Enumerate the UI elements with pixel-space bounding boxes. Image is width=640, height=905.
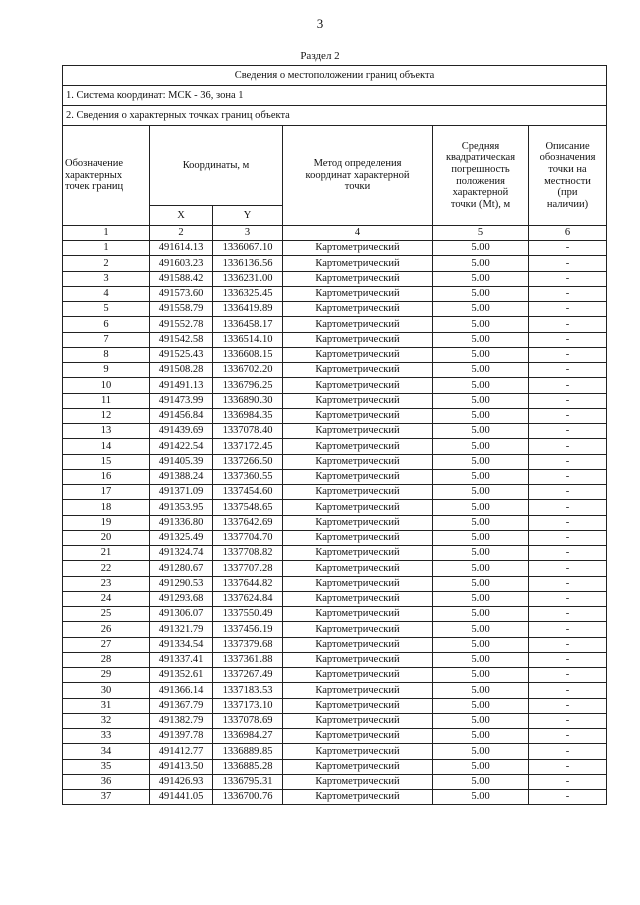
description-cell: -	[529, 774, 607, 789]
method-cell: Картометрический	[283, 485, 433, 500]
x-coordinate-cell: 491353.95	[150, 500, 213, 515]
table-row	[63, 530, 607, 545]
section-title: Раздел 2	[300, 50, 340, 62]
method-cell: Картометрический	[283, 241, 433, 256]
point-number-cell: 4	[63, 286, 150, 301]
y-coordinate-cell: 1337078.69	[213, 713, 283, 728]
x-coordinate-cell: 491441.05	[150, 790, 213, 805]
error-cell: 5.00	[433, 424, 529, 439]
point-number-cell: 30	[63, 683, 150, 698]
table-title: Сведения о местоположении границ объекта	[63, 66, 607, 86]
x-coordinate-cell: 491525.43	[150, 347, 213, 362]
table-row	[63, 774, 607, 789]
y-coordinate-cell: 1337708.82	[213, 546, 283, 561]
y-coordinate-cell: 1336419.89	[213, 302, 283, 317]
x-coordinate-cell: 491388.24	[150, 469, 213, 484]
error-cell: 5.00	[433, 363, 529, 378]
error-cell: 5.00	[433, 332, 529, 347]
y-coordinate-cell: 1336796.25	[213, 378, 283, 393]
table-row	[63, 622, 607, 637]
error-cell: 5.00	[433, 500, 529, 515]
description-cell: -	[529, 286, 607, 301]
y-coordinate-cell: 1337361.88	[213, 652, 283, 667]
column-number: 3	[213, 226, 283, 241]
description-cell: -	[529, 271, 607, 286]
table-row	[63, 515, 607, 530]
table-row	[63, 729, 607, 744]
point-number-cell: 19	[63, 515, 150, 530]
error-cell: 5.00	[433, 241, 529, 256]
description-cell: -	[529, 469, 607, 484]
y-coordinate-cell: 1337266.50	[213, 454, 283, 469]
description-cell: -	[529, 393, 607, 408]
method-cell: Картометрический	[283, 774, 433, 789]
y-coordinate-cell: 1336795.31	[213, 774, 283, 789]
method-cell: Картометрический	[283, 332, 433, 347]
x-coordinate-cell: 491367.79	[150, 698, 213, 713]
x-coordinate-cell: 491352.61	[150, 668, 213, 683]
description-cell: -	[529, 790, 607, 805]
error-cell: 5.00	[433, 729, 529, 744]
description-cell: -	[529, 241, 607, 256]
description-cell: -	[529, 744, 607, 759]
method-cell: Картометрический	[283, 652, 433, 667]
description-cell: -	[529, 698, 607, 713]
error-cell: 5.00	[433, 454, 529, 469]
description-cell: -	[529, 332, 607, 347]
table-row	[63, 683, 607, 698]
y-coordinate-cell: 1336608.15	[213, 347, 283, 362]
method-cell: Картометрический	[283, 515, 433, 530]
table-row	[63, 363, 607, 378]
error-cell: 5.00	[433, 790, 529, 805]
method-cell: Картометрический	[283, 790, 433, 805]
error-cell: 5.00	[433, 683, 529, 698]
point-number-cell: 32	[63, 713, 150, 728]
error-cell: 5.00	[433, 637, 529, 652]
table-row	[63, 637, 607, 652]
y-coordinate-cell: 1336325.45	[213, 286, 283, 301]
error-cell: 5.00	[433, 530, 529, 545]
point-number-cell: 11	[63, 393, 150, 408]
point-number-cell: 28	[63, 652, 150, 667]
point-number-cell: 22	[63, 561, 150, 576]
header-description: Описание обозначения точки на местности (при наличии)	[529, 126, 607, 226]
y-coordinate-cell: 1337456.19	[213, 622, 283, 637]
point-number-cell: 35	[63, 759, 150, 774]
point-number-cell: 24	[63, 591, 150, 606]
y-coordinate-cell: 1336231.00	[213, 271, 283, 286]
table-row	[63, 469, 607, 484]
table-row	[63, 607, 607, 622]
y-coordinate-cell: 1336984.27	[213, 729, 283, 744]
y-coordinate-cell: 1337707.28	[213, 561, 283, 576]
x-coordinate-cell: 491552.78	[150, 317, 213, 332]
point-number-cell: 27	[63, 637, 150, 652]
table-row	[63, 271, 607, 286]
table-row	[63, 485, 607, 500]
column-number: 5	[433, 226, 529, 241]
point-number-cell: 5	[63, 302, 150, 317]
error-cell: 5.00	[433, 485, 529, 500]
error-cell: 5.00	[433, 652, 529, 667]
x-coordinate-cell: 491422.54	[150, 439, 213, 454]
point-number-cell: 31	[63, 698, 150, 713]
point-number-cell: 26	[63, 622, 150, 637]
x-coordinate-cell: 491405.39	[150, 454, 213, 469]
point-number-cell: 7	[63, 332, 150, 347]
x-coordinate-cell: 491588.42	[150, 271, 213, 286]
method-cell: Картометрический	[283, 408, 433, 423]
error-cell: 5.00	[433, 302, 529, 317]
method-cell: Картометрический	[283, 713, 433, 728]
x-coordinate-cell: 491371.09	[150, 485, 213, 500]
x-coordinate-cell: 491280.67	[150, 561, 213, 576]
description-cell: -	[529, 530, 607, 545]
method-cell: Картометрический	[283, 302, 433, 317]
x-coordinate-cell: 491542.58	[150, 332, 213, 347]
y-coordinate-cell: 1336136.56	[213, 256, 283, 271]
description-cell: -	[529, 515, 607, 530]
error-cell: 5.00	[433, 607, 529, 622]
point-number-cell: 33	[63, 729, 150, 744]
method-cell: Картометрический	[283, 591, 433, 606]
description-cell: -	[529, 576, 607, 591]
x-coordinate-cell: 491573.60	[150, 286, 213, 301]
method-cell: Картометрический	[283, 363, 433, 378]
y-coordinate-cell: 1337173.10	[213, 698, 283, 713]
description-cell: -	[529, 607, 607, 622]
description-cell: -	[529, 317, 607, 332]
method-cell: Картометрический	[283, 683, 433, 698]
point-number-cell: 1	[63, 241, 150, 256]
method-cell: Картометрический	[283, 622, 433, 637]
method-cell: Картометрический	[283, 530, 433, 545]
method-cell: Картометрический	[283, 576, 433, 591]
error-cell: 5.00	[433, 759, 529, 774]
y-coordinate-cell: 1337172.45	[213, 439, 283, 454]
header-error: Средняя квадратическая погрешность положения характерной точки (Mt), м	[433, 126, 529, 226]
description-cell: -	[529, 500, 607, 515]
table-row	[63, 241, 607, 256]
description-cell: -	[529, 485, 607, 500]
method-cell: Картометрический	[283, 561, 433, 576]
x-coordinate-cell: 491603.23	[150, 256, 213, 271]
description-cell: -	[529, 759, 607, 774]
description-cell: -	[529, 454, 607, 469]
description-cell: -	[529, 683, 607, 698]
point-number-cell: 21	[63, 546, 150, 561]
description-cell: -	[529, 637, 607, 652]
point-number-cell: 34	[63, 744, 150, 759]
x-coordinate-cell: 491426.93	[150, 774, 213, 789]
y-coordinate-cell: 1337550.49	[213, 607, 283, 622]
description-cell: -	[529, 561, 607, 576]
coordinate-system: 1. Система координат: МСК - 36, зона 1	[63, 86, 607, 106]
table-row	[63, 668, 607, 683]
point-number-cell: 15	[63, 454, 150, 469]
method-cell: Картометрический	[283, 378, 433, 393]
x-coordinate-cell: 491382.79	[150, 713, 213, 728]
error-cell: 5.00	[433, 591, 529, 606]
method-cell: Картометрический	[283, 759, 433, 774]
header-coordinates: Координаты, м	[150, 126, 283, 206]
description-cell: -	[529, 302, 607, 317]
table-row	[63, 591, 607, 606]
x-coordinate-cell: 491293.68	[150, 591, 213, 606]
method-cell: Картометрический	[283, 698, 433, 713]
point-number-cell: 12	[63, 408, 150, 423]
y-coordinate-cell: 1337360.55	[213, 469, 283, 484]
x-coordinate-cell: 491397.78	[150, 729, 213, 744]
x-coordinate-cell: 491456.84	[150, 408, 213, 423]
x-coordinate-cell: 491336.80	[150, 515, 213, 530]
description-cell: -	[529, 668, 607, 683]
page-number: 3	[316, 16, 324, 31]
error-cell: 5.00	[433, 698, 529, 713]
method-cell: Картометрический	[283, 744, 433, 759]
point-number-cell: 25	[63, 607, 150, 622]
method-cell: Картометрический	[283, 729, 433, 744]
table-row	[63, 347, 607, 362]
x-coordinate-cell: 491558.79	[150, 302, 213, 317]
method-cell: Картометрический	[283, 317, 433, 332]
method-cell: Картометрический	[283, 637, 433, 652]
table-row	[63, 698, 607, 713]
description-cell: -	[529, 256, 607, 271]
y-coordinate-cell: 1336702.20	[213, 363, 283, 378]
error-cell: 5.00	[433, 622, 529, 637]
error-cell: 5.00	[433, 271, 529, 286]
description-cell: -	[529, 591, 607, 606]
error-cell: 5.00	[433, 713, 529, 728]
description-cell: -	[529, 713, 607, 728]
method-cell: Картометрический	[283, 454, 433, 469]
description-cell: -	[529, 363, 607, 378]
method-cell: Картометрический	[283, 546, 433, 561]
method-cell: Картометрический	[283, 256, 433, 271]
table-row	[63, 713, 607, 728]
points-heading: 2. Сведения о характерных точках границ объекта	[63, 106, 607, 126]
header-x: X	[150, 206, 213, 226]
y-coordinate-cell: 1336889.85	[213, 744, 283, 759]
description-cell: -	[529, 652, 607, 667]
error-cell: 5.00	[433, 668, 529, 683]
x-coordinate-cell: 491491.13	[150, 378, 213, 393]
boundary-points-table	[62, 65, 607, 805]
table-row	[63, 332, 607, 347]
method-cell: Картометрический	[283, 393, 433, 408]
point-number-cell: 10	[63, 378, 150, 393]
table-row	[63, 500, 607, 515]
method-cell: Картометрический	[283, 286, 433, 301]
y-coordinate-cell: 1336514.10	[213, 332, 283, 347]
error-cell: 5.00	[433, 546, 529, 561]
x-coordinate-cell: 491325.49	[150, 530, 213, 545]
x-coordinate-cell: 491439.69	[150, 424, 213, 439]
method-cell: Картометрический	[283, 347, 433, 362]
table-row	[63, 759, 607, 774]
y-coordinate-cell: 1337548.65	[213, 500, 283, 515]
method-cell: Картометрический	[283, 668, 433, 683]
column-number: 4	[283, 226, 433, 241]
y-coordinate-cell: 1336890.30	[213, 393, 283, 408]
point-number-cell: 13	[63, 424, 150, 439]
y-coordinate-cell: 1336700.76	[213, 790, 283, 805]
description-cell: -	[529, 408, 607, 423]
header-method: Метод определения координат характерной точки	[283, 126, 433, 226]
point-number-cell: 18	[63, 500, 150, 515]
point-number-cell: 29	[63, 668, 150, 683]
description-cell: -	[529, 378, 607, 393]
method-cell: Картометрический	[283, 271, 433, 286]
point-number-cell: 16	[63, 469, 150, 484]
table-row	[63, 317, 607, 332]
point-number-cell: 17	[63, 485, 150, 500]
table-row	[63, 393, 607, 408]
table-row	[63, 546, 607, 561]
table-row	[63, 561, 607, 576]
y-coordinate-cell: 1337454.60	[213, 485, 283, 500]
error-cell: 5.00	[433, 256, 529, 271]
y-coordinate-cell: 1337642.69	[213, 515, 283, 530]
table-row	[63, 576, 607, 591]
description-cell: -	[529, 622, 607, 637]
y-coordinate-cell: 1337704.70	[213, 530, 283, 545]
error-cell: 5.00	[433, 408, 529, 423]
description-cell: -	[529, 729, 607, 744]
table-row	[63, 652, 607, 667]
column-number: 1	[63, 226, 150, 241]
point-number-cell: 3	[63, 271, 150, 286]
error-cell: 5.00	[433, 515, 529, 530]
header-point: Обозначение характерных точек границ	[63, 126, 150, 226]
y-coordinate-cell: 1337078.40	[213, 424, 283, 439]
table-body	[63, 241, 607, 805]
table-row	[63, 256, 607, 271]
x-coordinate-cell: 491290.53	[150, 576, 213, 591]
y-coordinate-cell: 1337183.53	[213, 683, 283, 698]
point-number-cell: 6	[63, 317, 150, 332]
table-row	[63, 286, 607, 301]
table-row	[63, 744, 607, 759]
column-number: 6	[529, 226, 607, 241]
y-coordinate-cell: 1337624.84	[213, 591, 283, 606]
table-row	[63, 378, 607, 393]
x-coordinate-cell: 491412.77	[150, 744, 213, 759]
point-number-cell: 8	[63, 347, 150, 362]
error-cell: 5.00	[433, 393, 529, 408]
x-coordinate-cell: 491337.41	[150, 652, 213, 667]
x-coordinate-cell: 491473.99	[150, 393, 213, 408]
column-number: 2	[150, 226, 213, 241]
column-number-row	[63, 226, 607, 241]
method-cell: Картометрический	[283, 607, 433, 622]
x-coordinate-cell: 491306.07	[150, 607, 213, 622]
point-number-cell: 2	[63, 256, 150, 271]
error-cell: 5.00	[433, 347, 529, 362]
error-cell: 5.00	[433, 469, 529, 484]
description-cell: -	[529, 439, 607, 454]
description-cell: -	[529, 347, 607, 362]
x-coordinate-cell: 491366.14	[150, 683, 213, 698]
error-cell: 5.00	[433, 317, 529, 332]
table-row	[63, 790, 607, 805]
header-y: Y	[213, 206, 283, 226]
x-coordinate-cell: 491334.54	[150, 637, 213, 652]
error-cell: 5.00	[433, 561, 529, 576]
point-number-cell: 20	[63, 530, 150, 545]
error-cell: 5.00	[433, 378, 529, 393]
point-number-cell: 23	[63, 576, 150, 591]
y-coordinate-cell: 1336984.35	[213, 408, 283, 423]
point-number-cell: 9	[63, 363, 150, 378]
method-cell: Картометрический	[283, 439, 433, 454]
y-coordinate-cell: 1337644.82	[213, 576, 283, 591]
point-number-cell: 37	[63, 790, 150, 805]
x-coordinate-cell: 491413.50	[150, 759, 213, 774]
point-number-cell: 36	[63, 774, 150, 789]
y-coordinate-cell: 1336458.17	[213, 317, 283, 332]
table-row	[63, 408, 607, 423]
x-coordinate-cell: 491508.28	[150, 363, 213, 378]
method-cell: Картометрический	[283, 424, 433, 439]
error-cell: 5.00	[433, 744, 529, 759]
method-cell: Картометрический	[283, 500, 433, 515]
method-cell: Картометрический	[283, 469, 433, 484]
error-cell: 5.00	[433, 439, 529, 454]
x-coordinate-cell: 491614.13	[150, 241, 213, 256]
error-cell: 5.00	[433, 576, 529, 591]
error-cell: 5.00	[433, 286, 529, 301]
y-coordinate-cell: 1336885.28	[213, 759, 283, 774]
error-cell: 5.00	[433, 774, 529, 789]
x-coordinate-cell: 491321.79	[150, 622, 213, 637]
y-coordinate-cell: 1336067.10	[213, 241, 283, 256]
table-row	[63, 424, 607, 439]
y-coordinate-cell: 1337267.49	[213, 668, 283, 683]
description-cell: -	[529, 424, 607, 439]
description-cell: -	[529, 546, 607, 561]
table-row	[63, 302, 607, 317]
x-coordinate-cell: 491324.74	[150, 546, 213, 561]
y-coordinate-cell: 1337379.68	[213, 637, 283, 652]
table-row	[63, 454, 607, 469]
table-row	[63, 439, 607, 454]
point-number-cell: 14	[63, 439, 150, 454]
